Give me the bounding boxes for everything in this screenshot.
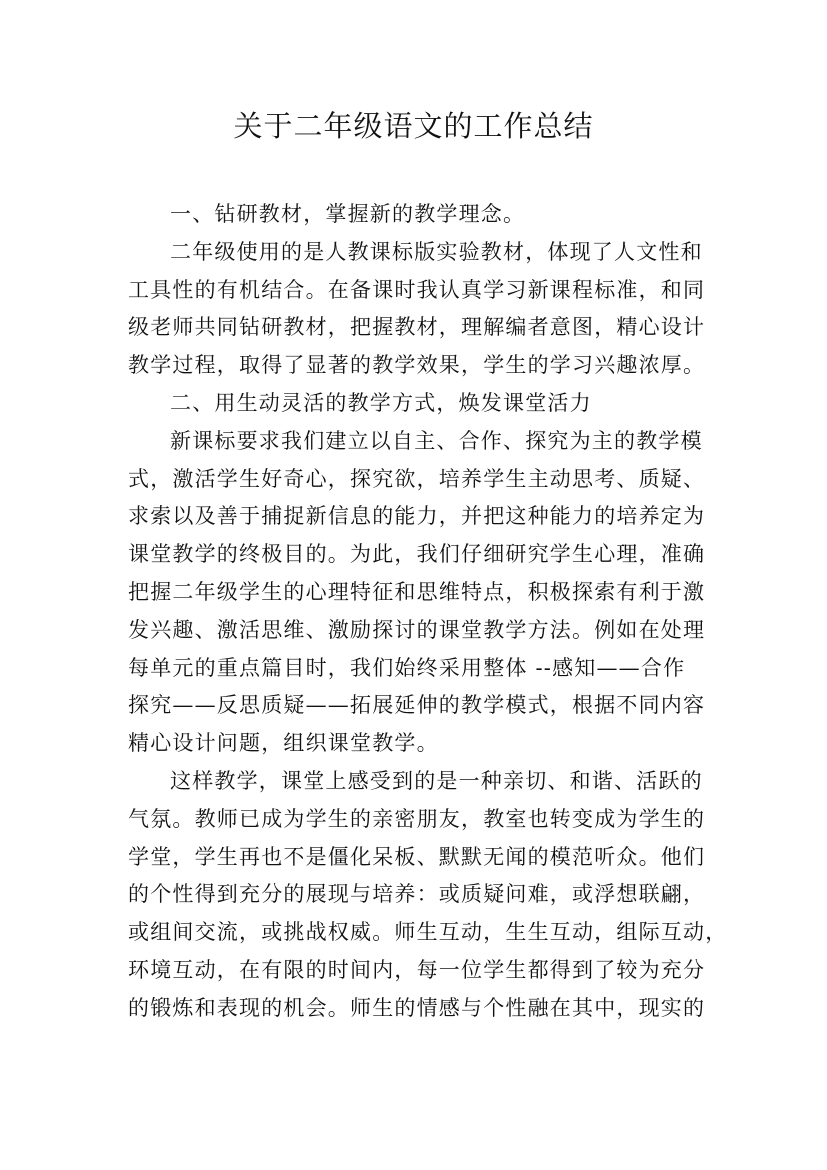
text-line: 每单元的重点篇目时，我们始终采用整体 --感知——合作: [128, 655, 686, 680]
text-line: 这样教学，课堂上感受到的是一种亲切、和谐、活跃的: [170, 768, 703, 793]
text-line: 级老师共同钻研教材，把握教材，理解编者意图，精心设计: [128, 315, 706, 340]
text-line: 一、钻研教材，掌握新的教学理念。: [170, 202, 526, 226]
text-line: 新课标要求我们建立以自主、合作、探究为主的教学模: [170, 428, 703, 453]
text-line: 气氛。教师已成为学生的亲密朋友，教室也转变成为学生的: [128, 806, 706, 831]
text-line: 发兴趣、激活思维、激励探讨的课堂教学方法。例如在处理: [128, 617, 706, 642]
text-line: 探究——反思质疑——拓展延伸的教学模式，根据不同内容: [128, 693, 706, 718]
text-line: 把握二年级学生的心理特征和思维特点，积极探索有利于激: [128, 579, 706, 604]
text-line: 求索以及善于捕捉新信息的能力，并把这种能力的培养定为: [128, 504, 706, 529]
text-line: 二年级使用的是人教课标版实验教材，体现了人文性和: [170, 239, 703, 264]
text-line: 教学过程，取得了显著的教学效果，学生的学习兴趣浓厚。: [128, 353, 706, 378]
text-line: 二、用生动灵活的教学方式，焕发课堂活力: [170, 390, 592, 415]
text-line: 式，激活学生好奇心，探究欲，培养学生主动思考、质疑、: [128, 466, 706, 491]
text-line: 的锻炼和表现的机会。师生的情感与个性融在其中，现实的: [128, 995, 706, 1020]
document-title: 关于二年级语文的工作总结: [233, 109, 594, 143]
text-line: 学堂，学生再也不是僵化呆板、默默无闻的模范听众。他们: [128, 844, 706, 869]
text-line: 的个性得到充分的展现与培养：或质疑问难，或浮想联翩，: [128, 882, 706, 907]
text-line: 精心设计问题，组织课堂教学。: [128, 731, 439, 756]
text-line: 环境互动，在有限的时间内，每一位学生都得到了较为充分: [128, 957, 706, 982]
text-line: 或组间交流，或挑战权威。师生互动，生生互动，组际互动，: [128, 920, 728, 945]
text-line: 工具性的有机结合。在备课时我认真学习新课程标准，和同: [128, 277, 706, 302]
document-body: [128, 196, 728, 1028]
text-line: 课堂教学的终极目的。为此，我们仔细研究学生心理，准确: [128, 542, 706, 567]
